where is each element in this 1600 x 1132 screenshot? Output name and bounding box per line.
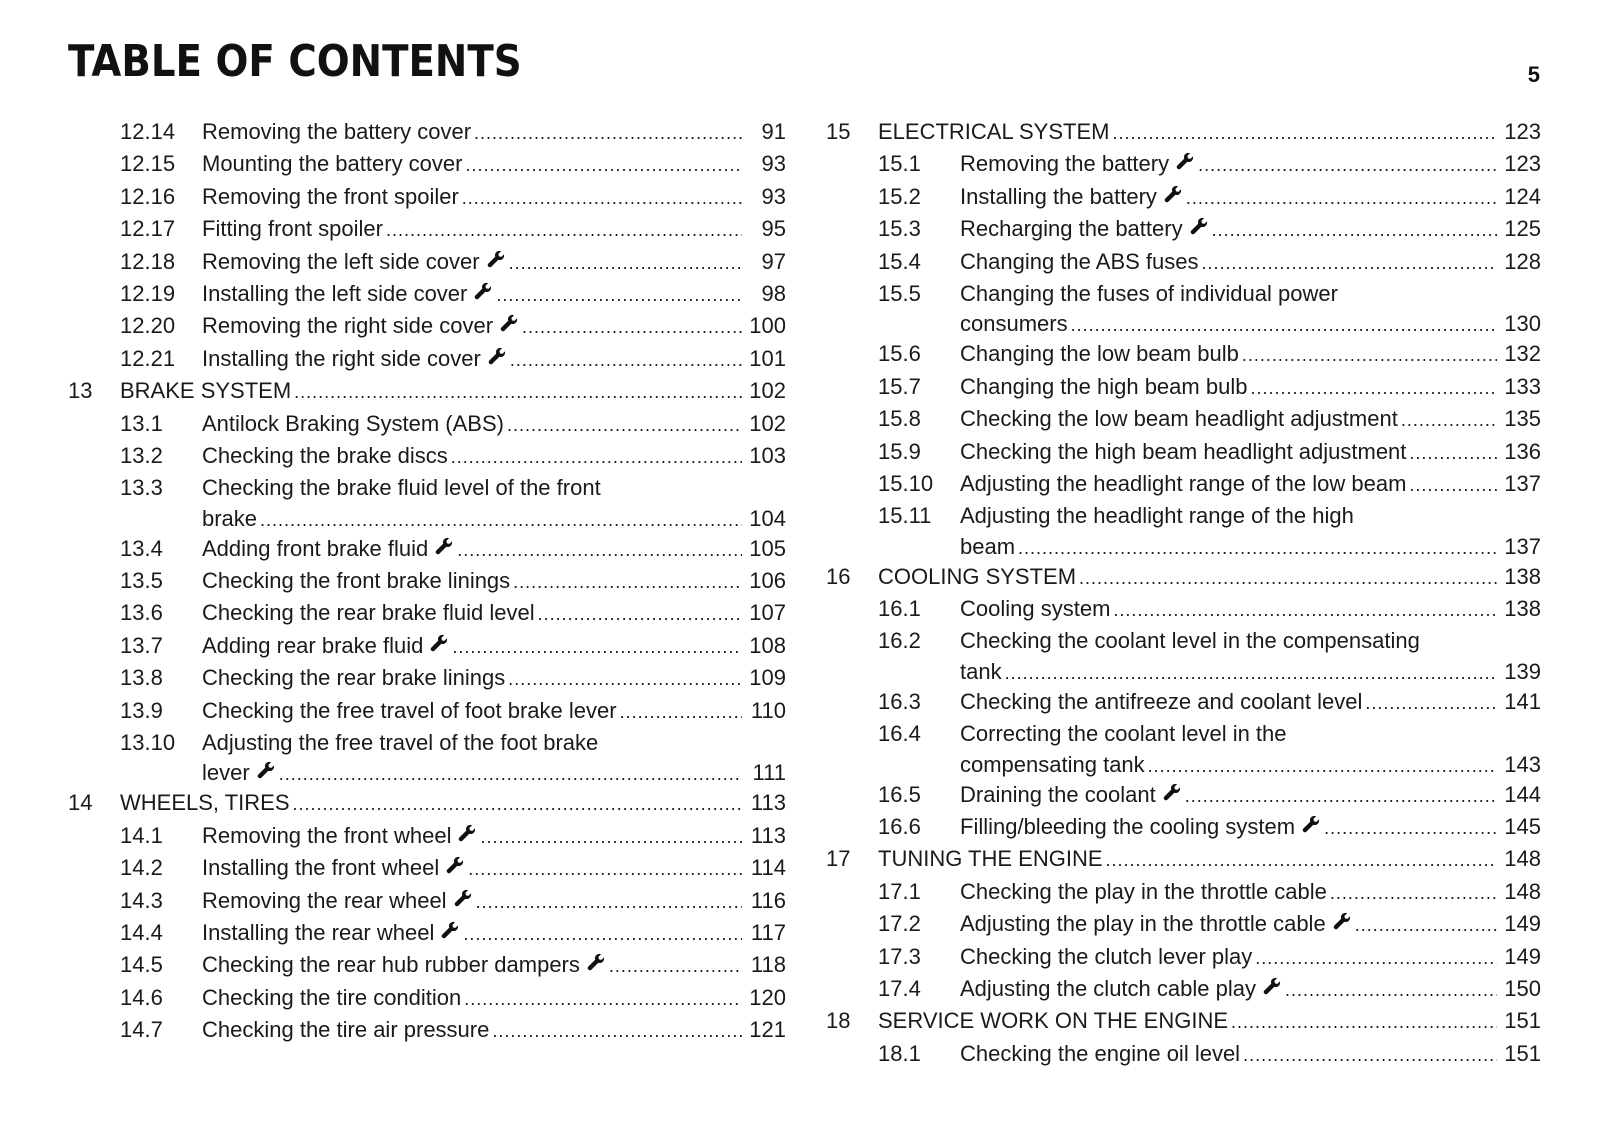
toc-entry-number: 14 [68,790,93,816]
toc-entry-title: Adjusting the play in the throttle cable [960,911,1326,937]
toc-entry-number: 17.1 [878,878,921,904]
toc-entry-title: Fitting front spoiler [202,216,383,242]
toc-chapter-entry[interactable] [68,787,786,819]
dot-leader [480,821,742,853]
wrench-icon [429,630,449,650]
toc-section-entry[interactable] [826,686,1541,718]
toc-entry-title: WHEELS, TIRES [120,790,290,816]
toc-entry-title: Checking the rear hub rubber dampers [202,952,580,978]
toc-entry-page: 145 [1504,814,1541,840]
toc-entry-number: 15.10 [878,470,934,496]
toc-entry-number: 14.1 [120,822,163,848]
dot-leader [609,950,742,982]
toc-entry-title: Installing the battery [960,183,1157,209]
toc-entry-number: 17.3 [878,943,921,969]
toc-section-entry[interactable] [68,820,786,852]
toc-section-entry[interactable] [826,246,1541,278]
toc-entry-page: 103 [749,442,786,468]
dot-leader [508,663,742,695]
toc-entry-number: 14.3 [120,887,163,913]
toc-entry-number: 12.15 [120,151,176,177]
toc-entry-title: Installing the right side cover [202,345,481,371]
toc-entry-page: 106 [749,568,786,594]
dot-leader [538,598,742,630]
toc-entry-page: 101 [749,345,786,371]
wrench-icon [440,917,460,937]
toc-entry-title: Checking the low beam headlight adjustment [960,406,1398,432]
toc-entry-number: 17.2 [878,911,921,937]
toc-entry-page: 93 [761,151,786,177]
dot-leader [1231,1006,1497,1038]
toc-entry-page: 109 [749,665,786,691]
toc-entry-page: 123 [1504,151,1541,177]
toc-entry-title: brake [202,505,258,531]
dot-leader [468,853,742,885]
toc-entry-title: Adjusting the clutch cable play [960,975,1256,1001]
dot-leader [293,788,742,820]
toc-section-entry[interactable] [68,565,786,597]
toc-entry-page: 132 [1504,341,1541,367]
toc-entry-title: Removing the battery [960,151,1170,177]
wrench-icon [1189,213,1209,233]
toc-entry-page: 150 [1504,975,1541,1001]
toc-entry-number: 13.5 [120,568,163,594]
toc-entry-number: 18 [826,1008,851,1034]
toc-entry-title: Cooling system [960,596,1111,622]
dot-leader [1185,780,1497,812]
toc-entry-page: 102 [749,410,786,436]
toc-entry-title: Changing the fuses of individual power [960,280,1338,306]
toc-entry-number: 13.6 [120,600,163,626]
toc-entry-title: Checking the rear brake linings [202,665,506,691]
toc-entry-number: 12.18 [120,248,176,274]
toc-entry-number: 14.2 [120,855,163,881]
toc-entry-page: 105 [749,535,786,561]
toc-section-entry[interactable] [68,533,786,565]
toc-entry-title: Checking the free travel of foot brake lever [202,697,617,723]
toc-entry-title: Checking the front brake linings [202,568,511,594]
wrench-icon [1262,973,1282,993]
toc-entry-page: 141 [1504,688,1541,714]
toc-entry-page: 139 [1504,658,1541,684]
toc-section-entry[interactable] [68,246,786,278]
toc-entry-title: Checking the brake discs [202,442,448,468]
wrench-icon [586,949,606,969]
toc-section-entry[interactable] [68,597,786,629]
dot-leader [513,566,742,598]
toc-entry-number: 12.20 [120,313,176,339]
toc-chapter-entry[interactable] [826,561,1541,593]
toc-entry-number: 12.21 [120,345,176,371]
toc-entry-page: 123 [1504,119,1541,144]
dot-leader [1186,182,1497,214]
toc-entry-title: Changing the ABS fuses [960,248,1199,274]
toc-entry-title: Checking the high beam headlight adjustment [960,438,1407,464]
toc-entry-page: 117 [750,919,786,945]
toc-entry-title: Checking the rear brake fluid level [202,600,535,626]
wrench-icon [499,310,519,330]
toc-entry-page: 111 [752,760,786,786]
toc-entry-title: Changing the low beam bulb [960,341,1239,367]
toc-section-entry[interactable] [826,779,1541,811]
toc-entry-title: Removing the rear wheel [202,887,447,913]
dot-leader [1355,909,1497,941]
dot-leader [1112,117,1497,149]
toc-section-entry[interactable] [68,949,786,981]
wrench-icon [1163,181,1183,201]
toc-entry-title: COOLING SYSTEM [878,563,1077,589]
dot-leader [620,696,742,728]
toc-entry-page: 137 [1504,533,1541,559]
toc-entry-page: 118 [750,952,786,978]
toc-section-entry[interactable] [68,440,786,472]
dot-leader [1212,214,1497,246]
wrench-icon [1162,779,1182,799]
toc-section-entry[interactable] [826,718,1541,778]
toc-entry-page: 97 [761,248,786,274]
dot-leader [1071,311,1497,339]
toc-entry-number: 13.9 [120,697,163,723]
toc-section-entry[interactable] [826,876,1541,908]
toc-section-entry[interactable] [826,593,1541,625]
toc-section-entry[interactable] [68,213,786,245]
toc-entry-title: Checking the brake fluid level of the front [202,475,601,501]
toc-entry-number: 12.14 [120,119,176,144]
toc-entry-number: 14.6 [120,984,163,1010]
dot-leader [294,376,742,408]
toc-entry-page: 91 [761,119,786,144]
toc-section-entry[interactable] [68,885,786,917]
toc-section-entry[interactable] [68,1014,786,1046]
toc-section-entry[interactable] [68,662,786,694]
toc-entry-page: 151 [1504,1008,1541,1034]
toc-entry-page: 104 [749,505,786,531]
toc-entry-page: 98 [761,280,786,306]
toc-entry-page: 120 [749,984,786,1010]
dot-leader [1285,974,1497,1006]
toc-entry-page: 148 [1504,878,1541,904]
toc-entry-page: 108 [749,632,786,658]
toc-entry-number: 16.3 [878,688,921,714]
dot-leader [279,760,742,788]
toc-section-entry[interactable] [68,148,786,180]
toc-entry-title: Removing the battery cover [202,119,472,144]
toc-section-entry[interactable] [68,472,786,532]
wrench-icon [453,885,473,905]
dot-leader [462,182,742,214]
toc-section-entry[interactable] [68,695,786,727]
toc-entry-number: 15.8 [878,406,921,432]
toc-entry-number: 14.4 [120,919,163,945]
toc-entry-title: BRAKE SYSTEM [120,378,292,404]
toc-entry-number: 15.6 [878,341,921,367]
toc-entry-title: Installing the front wheel [202,855,440,881]
wrench-icon [445,852,465,872]
dot-leader [1079,562,1497,594]
toc-entry-number: 16.6 [878,814,921,840]
dot-leader [451,441,742,473]
toc-entry-title: Adding rear brake fluid [202,632,424,658]
toc-entry-page: 100 [749,313,786,339]
wrench-icon [486,246,506,266]
dot-leader [522,311,742,343]
toc-section-entry[interactable] [826,338,1541,370]
toc-entry-number: 15.1 [878,151,921,177]
toc-entry-number: 15.7 [878,373,921,399]
toc-entry-title: Removing the left side cover [202,248,480,274]
dot-leader [476,886,742,918]
toc-entry-number: 16.1 [878,596,921,622]
dot-leader [1148,752,1497,780]
toc-entry-page: 113 [750,790,786,816]
toc-entry-title: Adjusting the free travel of the foot brake [202,730,599,756]
toc-entry-page: 124 [1504,183,1541,209]
toc-entry-title: compensating tank [960,751,1145,777]
dot-leader [492,1015,742,1047]
toc-entry-page: 144 [1504,781,1541,807]
toc-entry-number: 13.3 [120,475,163,501]
toc-entry-title: ELECTRICAL SYSTEM [878,119,1110,144]
toc-entry-number: 15.2 [878,183,921,209]
toc-entry-number: 13.8 [120,665,163,691]
toc-entry-number: 13 [68,378,93,404]
dot-leader [507,409,742,441]
dot-leader [260,506,742,534]
toc-section-entry[interactable] [68,727,786,787]
toc-entry-number: 12.16 [120,183,176,209]
toc-section-entry[interactable] [826,500,1541,560]
toc-entry-page: 151 [1504,1040,1541,1066]
toc-entry-page: 135 [1504,406,1541,432]
toc-entry-title: tank [960,658,1002,684]
toc-entry-page: 125 [1504,216,1541,242]
toc-entry-page: 136 [1504,438,1541,464]
toc-chapter-entry[interactable] [826,1005,1541,1037]
toc-entry-title: Removing the right side cover [202,313,494,339]
toc-entry-title: Correcting the coolant level in the [960,721,1287,747]
toc-entry-title: Recharging the battery [960,216,1183,242]
toc-section-entry[interactable] [68,310,786,342]
toc-section-entry[interactable] [68,181,786,213]
dot-leader [1005,659,1497,687]
toc-entry-page: 138 [1504,596,1541,622]
dot-leader [474,117,742,149]
toc-entry-number: 16 [826,563,851,589]
toc-section-entry[interactable] [68,278,786,310]
toc-entry-number: 15.3 [878,216,921,242]
toc-entry-page: 113 [750,822,786,848]
toc-entry-page: 107 [749,600,786,626]
toc-entry-title: Antilock Braking System (ABS) [202,410,504,436]
wrench-icon [487,343,507,363]
dot-leader [457,534,742,566]
toc-section-entry[interactable] [826,973,1541,1005]
dot-leader [1198,149,1497,181]
toc-entry-number: 16.4 [878,721,921,747]
toc-entry-number: 15.11 [878,503,932,529]
toc-section-entry[interactable] [826,468,1541,500]
toc-entry-page: 130 [1504,311,1541,337]
toc-section-entry[interactable] [826,941,1541,973]
toc-entry-number: 15.5 [878,280,921,306]
toc-entry-number: 16.2 [878,628,921,654]
toc-entry-page: 102 [749,378,786,404]
toc-entry-number: 14.7 [120,1017,163,1043]
toc-column-right [826,116,1541,1070]
page-title: TABLE OF CONTENTS [68,36,522,87]
toc-entry-title: Checking the engine oil level [960,1040,1241,1066]
toc-entry-page: 93 [761,183,786,209]
toc-entry-number: 14.5 [120,952,163,978]
toc-section-entry[interactable] [826,148,1541,180]
toc-entry-title: Checking the tire condition [202,984,462,1010]
dot-leader [510,344,742,376]
dot-leader [1330,877,1497,909]
toc-section-entry[interactable] [68,630,786,662]
toc-entry-number: 18.1 [878,1040,921,1066]
toc-entry-number: 15.4 [878,248,921,274]
toc-entry-page: 148 [1504,846,1541,872]
toc-entry-number: 15.9 [878,438,921,464]
toc-section-entry[interactable] [68,852,786,884]
toc-entry-page: 110 [750,697,786,723]
toc-entry-number: 15 [826,119,851,144]
dot-leader [1409,469,1497,501]
toc-entry-number: 13.1 [120,410,163,436]
toc-entry-page: 138 [1504,563,1541,589]
toc-entry-title: Adjusting the headlight range of the high [960,503,1354,529]
toc-entry-page: 114 [750,855,786,881]
toc-entry-title: Installing the rear wheel [202,919,435,945]
toc-entry-number: 13.10 [120,730,176,756]
toc-section-entry[interactable] [68,116,786,148]
toc-entry-title: Installing the left side cover [202,280,468,306]
toc-entry-number: 13.2 [120,442,163,468]
toc-section-entry[interactable] [68,982,786,1014]
dot-leader [1255,942,1497,974]
toc-section-entry[interactable] [826,436,1541,468]
toc-entry-title: Checking the clutch lever play [960,943,1253,969]
dot-leader [452,631,742,663]
toc-entry-number: 13.4 [120,535,163,561]
toc-entry-number: 17 [826,846,851,872]
toc-section-entry[interactable] [826,403,1541,435]
wrench-icon [1332,908,1352,928]
toc-entry-page: 149 [1504,911,1541,937]
toc-entry-title: SERVICE WORK ON THE ENGINE [878,1008,1229,1034]
dot-leader [464,983,742,1015]
toc-entry-title: Checking the antifreeze and coolant level [960,688,1363,714]
toc-column-left [68,116,786,1047]
toc-entry-title: consumers [960,311,1068,337]
toc-section-entry[interactable] [826,181,1541,213]
toc-entry-page: 128 [1504,248,1541,274]
dot-leader [1242,339,1497,371]
toc-section-entry[interactable] [826,278,1541,338]
toc-entry-title: lever [202,760,250,786]
toc-entry-title: Changing the high beam bulb [960,373,1248,399]
toc-section-entry[interactable] [826,625,1541,685]
toc-entry-title: Checking the tire air pressure [202,1017,490,1043]
toc-entry-title: Checking the play in the throttle cable [960,878,1327,904]
dot-leader [1018,534,1497,562]
toc-entry-page: 137 [1504,470,1541,496]
dot-leader [1401,404,1497,436]
toc-entry-number: 13.7 [120,632,163,658]
toc-chapter-entry[interactable] [826,116,1541,148]
toc-entry-page: 116 [750,887,786,913]
toc-entry-number: 17.4 [878,975,921,1001]
toc-section-entry[interactable] [68,408,786,440]
toc-entry-number: 12.19 [120,280,176,306]
toc-entry-title: Removing the front wheel [202,822,452,848]
page-number: 5 [1527,62,1540,87]
dot-leader [1202,247,1498,279]
wrench-icon [434,533,454,553]
dot-leader [496,279,742,311]
toc-entry-title: Draining the coolant [960,781,1156,807]
dot-leader [1409,437,1497,469]
wrench-icon [1175,148,1195,168]
toc-chapter-entry[interactable] [68,375,786,407]
toc-entry-page: 121 [749,1017,786,1043]
toc-section-entry[interactable] [826,213,1541,245]
dot-leader [509,247,742,279]
wrench-icon [256,759,276,779]
toc-section-entry[interactable] [68,343,786,375]
toc-section-entry[interactable] [826,811,1541,843]
toc-section-entry[interactable] [826,908,1541,940]
toc-chapter-entry[interactable] [826,843,1541,875]
toc-section-entry[interactable] [826,371,1541,403]
toc-entry-title: Mounting the battery cover [202,151,463,177]
toc-section-entry[interactable] [68,917,786,949]
toc-entry-title: Removing the front spoiler [202,183,459,209]
dot-leader [1365,687,1497,719]
wrench-icon [473,278,493,298]
toc-entry-title: Adding front brake fluid [202,535,429,561]
dot-leader [1250,372,1497,404]
dot-leader [463,918,742,950]
toc-entry-title: Filling/bleeding the cooling system [960,814,1296,840]
dot-leader [1113,594,1497,626]
toc-entry-number: 12.17 [120,216,176,242]
toc-entry-title: TUNING THE ENGINE [878,846,1103,872]
dot-leader [386,214,742,246]
dot-leader [1324,812,1497,844]
wrench-icon [1301,811,1321,831]
wrench-icon [457,820,477,840]
dot-leader [1106,844,1497,876]
toc-entry-page: 95 [761,216,786,242]
dot-leader [1243,1039,1497,1071]
toc-section-entry[interactable] [826,1038,1541,1070]
toc-entry-page: 143 [1504,751,1541,777]
toc-entry-number: 16.5 [878,781,921,807]
toc-entry-page: 133 [1504,373,1541,399]
toc-entry-page: 149 [1504,943,1541,969]
dot-leader [465,149,742,181]
toc-entry-title: Adjusting the headlight range of the low beam [960,470,1407,496]
toc-entry-title: Checking the coolant level in the compensating [960,628,1420,654]
toc-entry-title: beam [960,533,1016,559]
